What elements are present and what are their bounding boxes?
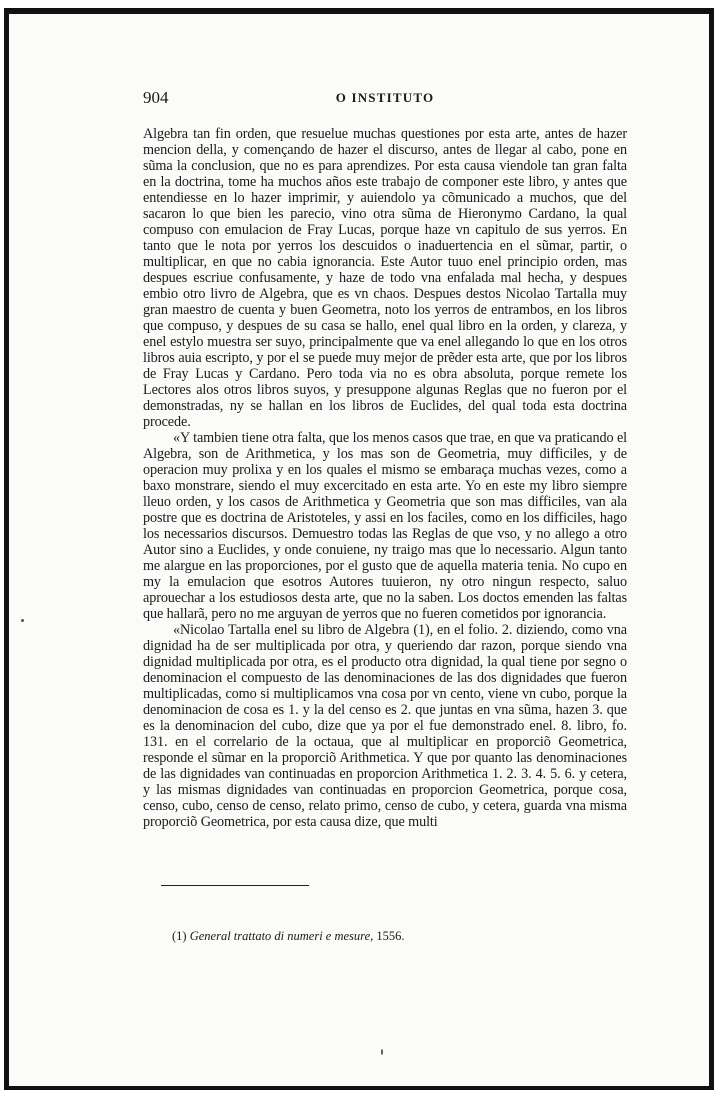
footnote <box>172 929 632 944</box>
running-title: O INSTITUTO <box>335 90 435 105</box>
paragraph-2: «Y tambien tiene otra falta, que los menos casos que trae, en que va praticando el Algebra, son de Arithmetica, y los mas son de Geometria, muy difficiles, y de operacion muy prolixa y en los quales el mismo se embaraça muchas vezes, como a baxo monstrare, siendo el muy excercitado en esta arte. Yo en este my libro siempre lleuo orden, y los casos de Arithmetica y Geometria que son mas difficiles, van ala postre que es doctrina de Aristoteles, y assi en los faciles, como en los difficiles, hago los necessarios discursos. Demuestro todas las Reglas de que vso, y no allego a otro Autor sino a Euclides, y onde conuiene, ny traigo mas que lo necessario. Algun tanto me alargue en las proporciones, por el gusto que de aquella materia tenia. No cupo en my la emulacion que esotros Autores tuuieron, ny otro ningun respecto, saluo aprouechar a los estudiosos desta arte, que no la saben. Los doctos emenden las faltas que hallarã, pero no me arguyan de yerros que no fueren cometidos por ignorancia. <box>143 430 627 622</box>
footnote-divider <box>161 885 309 886</box>
paragraph-3: «Nicolao Tartalla enel su libro de Algebra (1), en el folio. 2. diziendo, como vna dignidad ha de ser multiplicada por otra, y queriendo dar razon, porque siendo vna dignidad multiplicada por otra, es el producto otra dignidad, la qual tiene por segno o denominacion el compuesto de las denominaciones de las dos dignidades que fueron multiplicadas, como si multiplicamos vna cosa por vn cento, viene vn cubo, porque la denominacion de cosa es 1. y la del censo es 2. que juntas en vna sũma, hazen 3. que es la denominacion del cubo, dize que ya por el fue demonstrado enel. 8. libro, fo. 131. en el correlario de la octaua, que al multiplicar en proporciõ Geometrica, responde el sũmar en la proporciõ Arithmetica. Y que por quanto las denominaciones de las dignidades van continuadas en proporcion Arithmetica 1. 2. 3. 4. 5. 6. y cetera, y las mismas dignidades van continuadas en proporcion Geometrica, porque cosa, censo, cubo, censo de censo, relato primo, censo de cubo, y cetera, guarda vna misma proporciõ Geometrica, por esta causa dize, que multi <box>143 622 627 830</box>
page-number: 904 <box>143 88 169 107</box>
body-text <box>143 126 627 830</box>
paragraph-1: Algebra tan fin orden, que resuelue muchas questiones por esta arte, antes de hazer mencion della, y començando de hazer el discurso, antes de llegar al cabo, pone en sũma la conclusion, que no es para aprendizes. Por esta causa viendole tan gran falta en la doctrina, tome ha muchos años este trabajo de componer este libro, y antes que entendiesse en lo hazer imprimir, y auiendolo ya cõmunicado a muchos, que del sacaron lo que bien les parecio, vino otra sũma de Hieronymo Cardano, la qual compuso con emulacion de Fray Lucas, porque haze vn capitulo de sus yerros. En tanto que le nota por yerros los descuidos o inaduertencia en el sũmar, partir, o multiplicar, en que no cabia ignorancia. Este Autor tuuo enel principio orden, mas despues escriue confusamente, y haze de todo vna enfalada mal hecha, y despues embio otro livro de Algebra, que es vn chaos. Despues destos Nicolao Tartalla muy gran maestro de cuenta y buen Geometra, noto los yerros de entrambos, en los libros que compuso, y despues de su casa se hallo, enel qual libro en la orden, y clareza, y enel estylo muestra ser suyo, principalmente que va enel allegando lo que en los otros libros auia escripto, y por el se puede muy mejor de prẽder esta arte, que por los libros de Fray Lucas y Cardano. Pero toda via no es obra absoluta, porque remete los Lectores alos otros libros suyos, y presuppone algunas Reglas que no fueron por el demonstradas, ny se hallan en los libros de Euclides, del qual toda esta doctrina procede. <box>143 126 627 430</box>
scan-speck <box>381 1049 383 1055</box>
footnote-title: General trattato di numeri e mesure, <box>189 929 374 943</box>
footnote-year: 1556. <box>376 929 405 943</box>
page-header <box>143 88 627 108</box>
scan-speck <box>21 619 24 622</box>
footnote-marker: (1) <box>172 929 187 943</box>
